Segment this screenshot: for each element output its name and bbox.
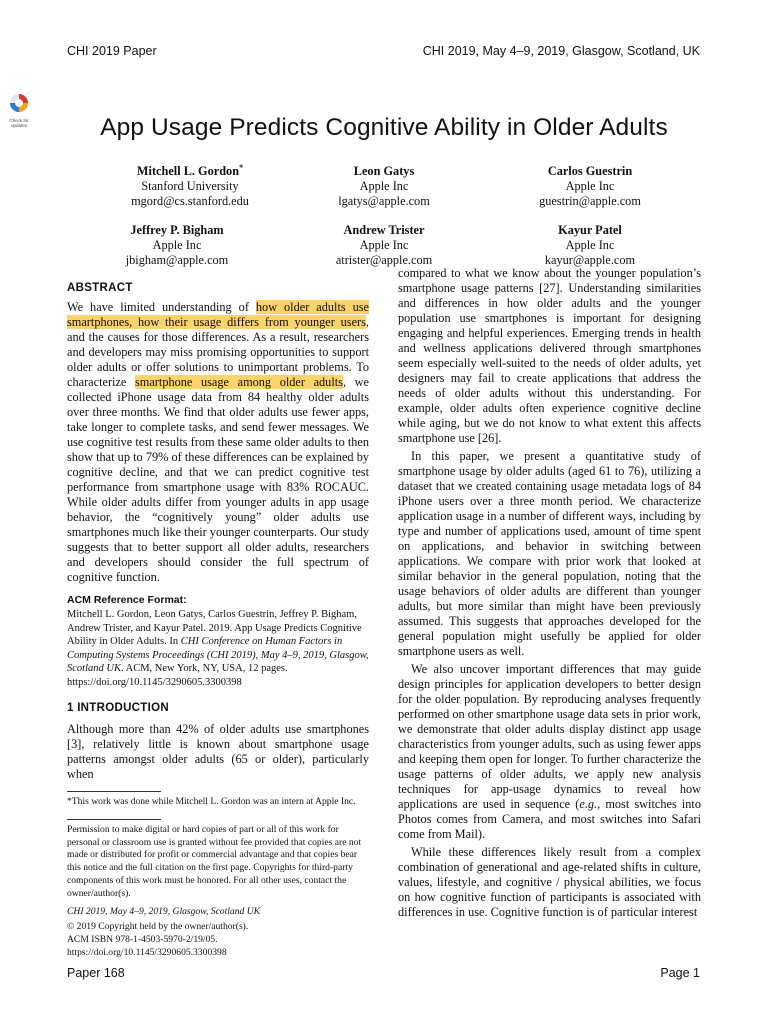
author-email: lgatys@apple.com (338, 194, 430, 208)
author-name: Leon Gatys (353, 164, 415, 178)
author-block (490, 223, 690, 268)
author-affiliation: Apple Inc (359, 179, 409, 193)
abstract-heading: ABSTRACT (67, 282, 133, 294)
footnote-rule (67, 791, 161, 792)
author-email: atrister@apple.com (335, 253, 433, 267)
paper-title: App Usage Predicts Cognitive Ability in Older Adults (100, 114, 668, 141)
doi-link[interactable]: https://doi.org/10.1145/3290605.3300398 (67, 946, 227, 958)
footer-paper-number: Paper 168 (67, 966, 125, 980)
author-email: kayur@apple.com (544, 253, 636, 267)
crossmark-icon (6, 93, 32, 113)
author-email: guestrin@apple.com (539, 194, 641, 208)
acm-reference-text: Mitchell L. Gordon, Leon Gatys, Carlos Guestrin, Jeffrey P. Bigham, Andrew Trister, and Kayur Patel. 2019. App Usage Predicts Cognitive Ability in Older Adults. In CHI Conference on Human Factors in Computing Systems Proceedings (CHI 2019), May 4–9, 2019, Glasgow, Scotland UK. ACM, New York, NY, USA, 12 pages. https://doi.org/10.1145/3290605.3300398 (67, 609, 369, 688)
highlight: smartphone usage among older adults (135, 375, 343, 389)
right-column (398, 266, 701, 920)
body-paragraph: compared to what we know about the younger population’s smartphone usage patterns [27]. Understanding similarities and differences in how older adults and the younger population use smartphones is important for designing engaging and helpful experiences. Emerging trends in health and wellness applications delivered through smartphones seem especially well-suited to the needs of older adults, yet designers may fail to create applications that address the needs of older adults without this understanding. For example, older adults often experience cognitive decline while aging, but we do not know to what extent this affects smartphone use [26]. (398, 266, 701, 445)
abstract-text: We have limited understanding of how older adults use smartphones, how their usage differs from younger users, and the causes for those differences. As a result, researchers and developers may miss promising opportunities to support older adults or offer solutions to unimportant problems. To characterize smartphone usage among older adults, we collected iPhone usage data from 84 healthy older adults over three months. We find that older adults use fewer apps, take longer to complete tasks, and send fewer messages. We use cognitive test results from these same older adults to then show that up to 79% of these differences can be explained by cognitive decline, and that we can predict cognitive test performance from smartphone usage with 83% ROCAUC. While older adults differ from younger adults in app usage behavior, the “cognitively young” older adults use smartphones much like their younger counterparts. Our study suggests that to better support all older adults, researchers and developers should consider the full spectrum of cognitive function. (67, 300, 369, 584)
author-name: Kayur Patel (558, 223, 622, 237)
author-affiliation: Apple Inc (359, 238, 409, 252)
introduction-paragraph: Although more than 42% of older adults use smartphones [3], relatively little is known about smartphone usage patterns amongst older adults (65 or older), particularly when (67, 722, 369, 781)
author-name: Carlos Guestrin (547, 164, 633, 178)
author-affiliation: Apple Inc (152, 238, 202, 252)
permission-notice: Permission to make digital or hard copies of part or all of this work for personal or classroom use is granted without fee provided that copies are not made or distributed for profit or commercial advantage and that copies bear this notice and the full citation on the first page. Copyrights for third-party components of this work must be honored. For all other uses, contact the owner/author(s). (67, 823, 362, 899)
left-column (67, 281, 369, 960)
author-block (284, 164, 484, 209)
author-email: jbigham@apple.com (125, 253, 229, 267)
footer-page-number: Page 1 (660, 966, 700, 980)
permission-rule (67, 819, 161, 820)
author-name: Jeffrey P. Bigham (130, 223, 224, 237)
running-header-left: CHI 2019 Paper (67, 44, 157, 58)
badge-line-1: Check for (9, 118, 29, 123)
author-block (77, 223, 277, 268)
author-block (490, 164, 690, 209)
copyright-line: © 2019 Copyright held by the owner/author(s). (67, 921, 249, 933)
body-paragraph: In this paper, we present a quantitative study of smartphone usage by older adults (aged 61 to 76), utilizing a dataset that we created containing usage metadata logs of 84 iPhone users over a three month period. We characterize application usage in a number of different ways, including by type and number of applications used, amount of time spent on applications, and behavior in switching between applications. We compare with prior work that looked at similar behavior in the general population, noting that the usage behaviors of older adults are different than younger adults, but more similar than might have been previously assumed. This suggests that approaches developed for the general population might usefully be applied for older smartphone users as well. (398, 449, 701, 658)
introduction-heading: 1 INTRODUCTION (67, 702, 169, 714)
running-header-right: CHI 2019, May 4–9, 2019, Glasgow, Scotland, UK (422, 44, 700, 58)
author-affiliation: Stanford University (141, 179, 239, 193)
body-paragraph: We also uncover important differences that may guide design principles for application developers to better design for the older population. By reproducing analyses frequently performed on other smartphone usage data sets in prior work, we demonstrate that older adults display distinct app usage characteristics from younger adults, such as using fewer apps and keeping them open for longer. To further characterize the usage patterns of older adults, we apply new analysis techniques for app-usage dynamics to reveal how applications are used in sequence (e.g., most switches into Photos comes from Camera, and most switches into Safari come from Mail). (398, 662, 701, 841)
badge-line-2: updates (10, 123, 27, 128)
footnote: *This work was done while Mitchell L. Gordon was an intern at Apple Inc. (67, 796, 356, 807)
author-block (90, 164, 290, 209)
author-block (284, 223, 484, 268)
author-email: mgord@cs.stanford.edu (131, 194, 249, 208)
author-name: Mitchell L. Gordon* (136, 162, 244, 178)
author-affiliation: Apple Inc (565, 238, 615, 252)
isbn-line: ACM ISBN 978-1-4503-5970-2/19/05. (67, 934, 218, 946)
acm-reference-heading: ACM Reference Format: (67, 594, 187, 606)
author-affiliation: Apple Inc (565, 179, 615, 193)
highlight: how older adults use smartphones, how their usage differs from younger users (67, 300, 369, 329)
conference-line: CHI 2019, May 4–9, 2019, Glasgow, Scotland UK (67, 905, 261, 917)
body-paragraph: While these differences likely result from a complex combination of generational and age-related shifts in culture, values, lifestyle, and cognitive / physical abilities, we focus on how cognitive function of participants is associated with differences in use. Cognitive function is of particular interest (398, 845, 701, 919)
author-name: Andrew Trister (343, 223, 425, 237)
